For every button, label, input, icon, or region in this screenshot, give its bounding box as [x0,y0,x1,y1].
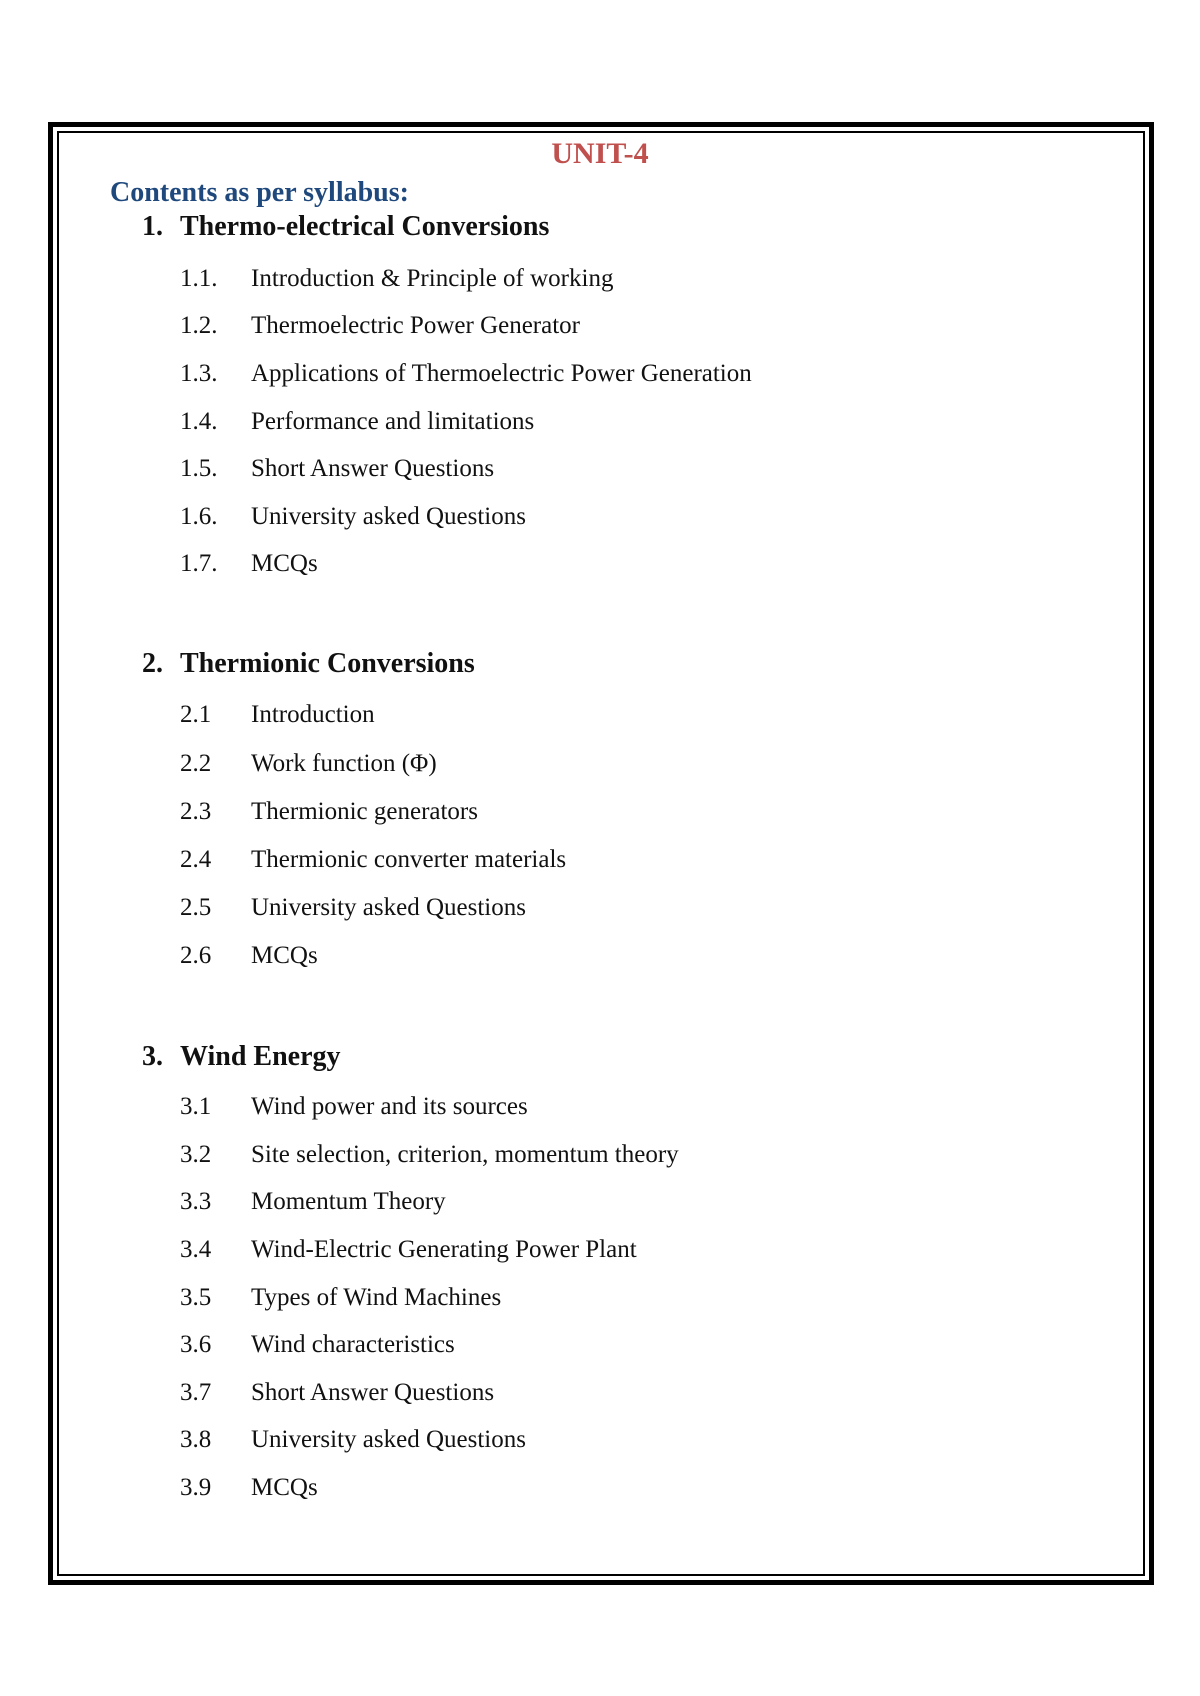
section-heading [142,208,549,246]
list-item [180,1471,318,1505]
item-number: 2.3 [180,798,212,825]
list-item [180,939,318,973]
item-label: Work function (Φ) [251,750,437,777]
list-item [180,1376,494,1410]
item-number: 2.4 [180,846,212,873]
item-label: University asked Questions [251,1426,526,1453]
list-item [180,698,375,732]
item-label: Types of Wind Machines [251,1284,502,1311]
section-number: 2. [142,648,163,679]
item-number: 2.1 [180,701,212,728]
item-number: 1.6. [180,503,218,530]
item-label: Thermionic converter materials [251,846,567,873]
list-item [180,357,752,391]
list-item [180,547,318,581]
item-number: 3.6 [180,1331,212,1358]
item-number: 1.3. [180,360,218,387]
item-label: Short Answer Questions [251,1379,495,1406]
list-item [180,1090,528,1124]
item-label: Applications of Thermoelectric Power Generation [251,360,752,387]
list-item [180,891,526,925]
item-label: University asked Questions [251,503,526,530]
section-heading [142,645,475,683]
item-label: Introduction [251,701,375,728]
section-title: Thermionic Conversions [180,648,475,679]
item-label: Wind power and its sources [251,1093,528,1120]
list-item [180,747,437,781]
item-label: Thermionic generators [251,798,478,825]
list-item [180,309,580,343]
item-number: 1.4. [180,408,218,435]
item-number: 1.7. [180,550,218,577]
section-title: Wind Energy [180,1041,341,1072]
item-label: University asked Questions [251,894,526,921]
section-heading [142,1038,341,1076]
item-label: Momentum Theory [251,1188,446,1215]
list-item [180,1328,455,1362]
item-label: MCQs [251,1474,318,1501]
section-number: 3. [142,1041,163,1072]
item-number: 3.1 [180,1093,212,1120]
list-item [180,1233,637,1267]
item-label: Performance and limitations [251,408,535,435]
item-label: Wind-Electric Generating Power Plant [251,1236,637,1263]
item-number: 3.2 [180,1141,212,1168]
list-item [180,262,613,296]
list-item [180,843,566,877]
item-number: 3.7 [180,1379,212,1406]
item-label: Introduction & Principle of working [251,265,614,292]
item-number: 3.8 [180,1426,212,1453]
section-number: 1. [142,211,163,242]
item-number: 1.5. [180,455,218,482]
item-number: 2.5 [180,894,212,921]
item-number: 3.3 [180,1188,212,1215]
item-label: Wind characteristics [251,1331,455,1358]
list-item [180,1185,446,1219]
section-title: Thermo-electrical Conversions [180,211,550,242]
item-number: 3.4 [180,1236,212,1263]
list-item [180,1281,501,1315]
unit-title: UNIT-4 [551,137,649,170]
item-label: Thermoelectric Power Generator [251,312,581,339]
item-number: 3.5 [180,1284,212,1311]
item-label: Site selection, criterion, momentum theory [251,1141,679,1168]
item-label: Short Answer Questions [251,455,495,482]
item-number: 1.1. [180,265,218,292]
item-label: MCQs [251,942,318,969]
list-item [180,1138,679,1172]
list-item [180,1423,526,1457]
contents-heading: Contents as per syllabus: [110,177,409,208]
list-item [180,795,478,829]
list-item [180,500,526,534]
list-item [180,405,534,439]
item-label: MCQs [251,550,318,577]
list-item [180,452,494,486]
item-number: 2.2 [180,750,212,777]
item-number: 1.2. [180,312,218,339]
item-number: 3.9 [180,1474,212,1501]
item-number: 2.6 [180,942,212,969]
